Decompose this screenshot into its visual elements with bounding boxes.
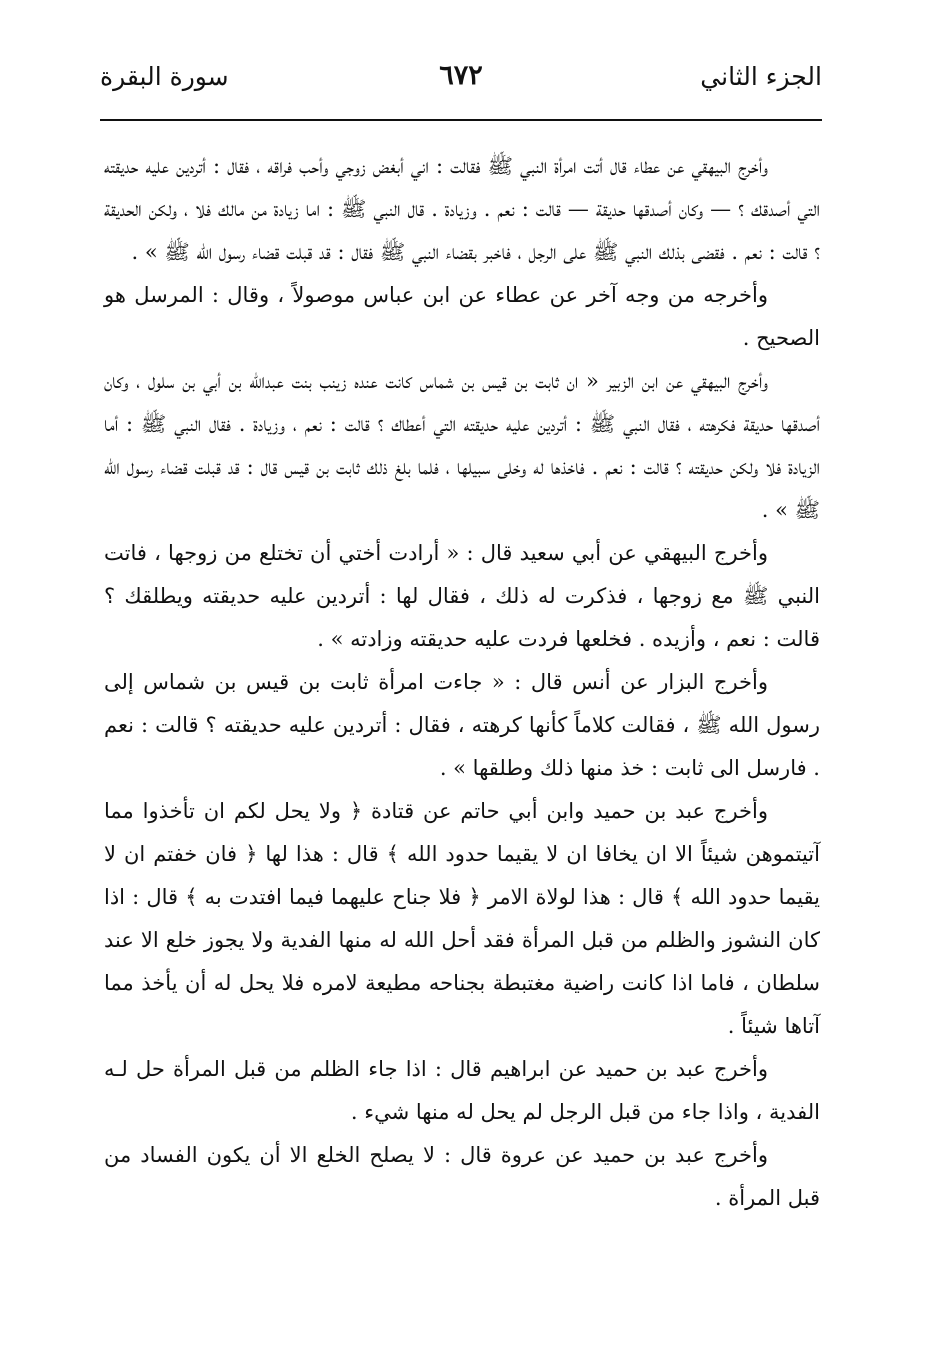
paragraph-8: وأخرج عبد بن حميد عن عروة قال : لا يصلح الخلع الا أن يكون الفساد من قبل المرأة . <box>104 1143 820 1210</box>
page-body <box>104 145 820 1220</box>
paragraph-7: وأخرج عبد بن حميد عن ابراهيم قال : اذا جاء الظلم من قبل المرأة حل لـه الفدية ، واذا جاء من قبل الرجل لم يحل له منها شيء . <box>104 1057 820 1124</box>
part-label: الجزء الثاني <box>700 62 822 91</box>
paragraph-4: وأخرج البيهقي عن أبي سعيد قال : « أرادت أختي أن تختلع من زوجها ، فاتت النبي ﷺ مع زوجها ، فذكرت له ذلك ، فقال لها : أتردين عليه حديقته ويطلقك ؟ قالت : نعم ، وأزيده . فخلعها فردت عليه حديقته وزادته » . <box>104 541 820 651</box>
surah-label: سورة البقرة <box>100 62 229 91</box>
paragraph-5: وأخرج البزار عن أنس قال : « جاءت امرأة ثابت بن قيس بن شماس إلى رسول الله ﷺ ، فقالت كلاماً كأنها كرهته ، فقال : أتردين عليه حديقته ؟ قالت : نعم . فارسل الى ثابت : خذ منها ذلك وطلقها » . <box>104 670 820 780</box>
paragraph-2: وأخرجه من وجه آخر عن عطاء عن ابن عباس موصولاً ، وقال : المرسل هو الصحيح . <box>104 283 820 350</box>
running-header <box>100 62 822 106</box>
paragraph-1: وأخرج البيهقي عن عطاء قال أتت امرأة النبي ﷺ فقالت : اني أبغض زوجي وأحب فراقه ، فقال : أتردين عليه حديقته التي أصدقك ؟ — وكان أصدقها حديقة — قالت : نعم . وزيادة . قال النبي ﷺ : اما زيادة من مالك فلا ، ولكن الحديقة ؟ قالت : نعم . فقضى بذلك النبي ﷺ على الرجل ، فاخبر بقضاء النبي ﷺ فقال : قد قبلت قضاء رسول الله ﷺ » . <box>104 154 820 264</box>
paragraph-3: وأخرج البيهقي عن ابن الزبير « ان ثابت بن قيس بن شماس كانت عنده زينب بنت عبدالله بن أبي بن سلول ، وكان أصدقها حديقة فكرهته ، فقال النبي ﷺ : أتردين عليه حديقته التي أعطاك ؟ قالت : نعم ، وزيادة . فقال النبي ﷺ : أما الزيادة فلا ولكن حديقته ؟ قالت : نعم . فاخذها له وخلى سبيلها ، فلما بلغ ذلك ثابت بن قيس قال : قد قبلت قضاء رسول الله ﷺ » . <box>104 369 820 522</box>
header-rule <box>100 119 822 121</box>
paragraph-6: وأخرج عبد بن حميد وابن أبي حاتم عن قتادة ﴿ ولا يحل لكم ان تأخذوا مما آتيتموهن شيئاً الا ان يخافا ان لا يقيما حدود الله ﴾ قال : هذا لها ﴿ فان خفتم ان لا يقيما حدود الله ﴾ قال : هذا لولاة الامر ﴿ فلا جناح عليهما فيما افتدت به ﴾ قال : اذا كان النشوز والظلم من قبل المرأة فقد أحل الله له منها الفدية ولا يجوز خلع الا عند سلطان ، فاما اذا كانت راضية مغتبطة بجناحه مطيعة لامره فلا يحل له أن يأخذ مما آتاها شيئاً . <box>104 799 820 1038</box>
page-number: ٦٧٢ <box>439 60 483 91</box>
